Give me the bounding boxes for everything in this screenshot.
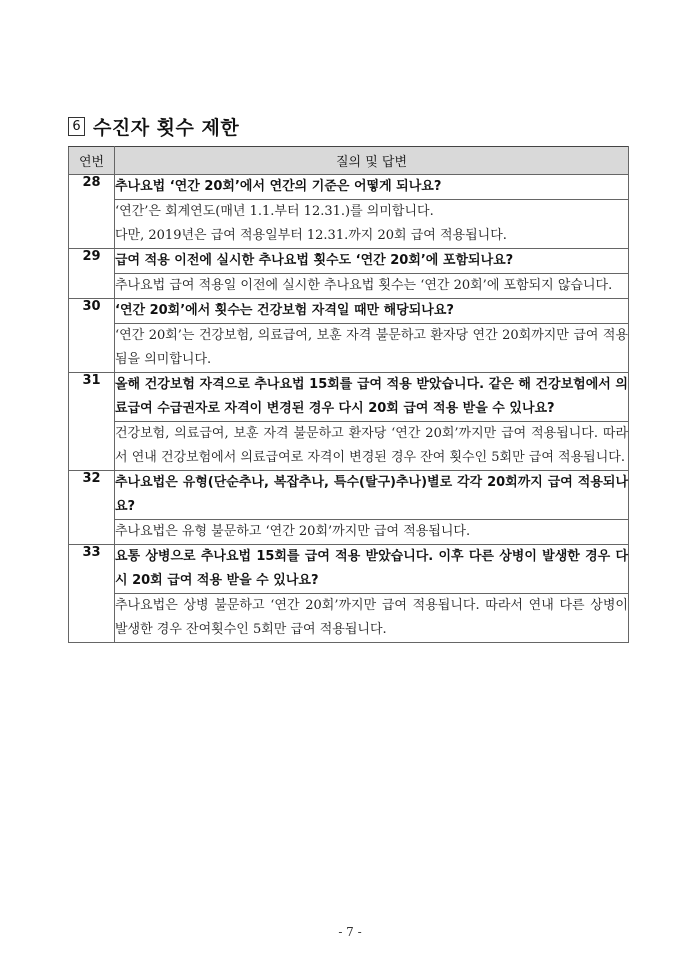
header-qa: 질의 및 답변 (115, 147, 629, 175)
answer-text (115, 422, 629, 471)
question-row (69, 299, 629, 324)
question-text: 올해 건강보험 자격으로 추나요법 15회를 급여 적용 받았습니다. 같은 해 건강보험에서 의료급여 수급권자로 자격이 변경된 경우 다시 20회 급여 적용 받을 수 있나요? (115, 373, 629, 422)
question-text: 요통 상병으로 추나요법 15회를 급여 적용 받았습니다. 이후 다른 상병이 발생한 경우 다시 20회 급여 적용 받을 수 있나요? (115, 545, 629, 594)
section-title: 수진자 횟수 제한 (93, 116, 240, 139)
answer-row (69, 274, 629, 299)
question-row (69, 249, 629, 274)
page-number: - 7 - (338, 925, 362, 939)
table-header-row (69, 147, 629, 175)
question-row (69, 175, 629, 200)
question-text: 급여 적용 이전에 실시한 추나요법 횟수도 ‘연간 20회’에 포함되나요? (115, 249, 629, 274)
answer-text (115, 200, 629, 249)
answer-line: ‘연간’은 회계연도(매년 1.1.부터 12.31.)를 의미합니다. (115, 204, 434, 219)
row-number: 29 (69, 249, 115, 299)
answer-row (69, 324, 629, 373)
question-text: 추나요법은 유형(단순추나, 복잡추나, 특수(탈구)추나)별로 각각 20회까지 급여 적용되나요? (115, 471, 629, 520)
answer-line: 추나요법은 상병 불문하고 ‘연간 20회’까지만 급여 적용됩니다. 따라서 연내 다른 상병이 발생한 경우 잔여횟수인 5회만 급여 적용됩니다. (115, 598, 628, 637)
answer-line: 추나요법은 유형 불문하고 ‘연간 20회’까지만 급여 적용됩니다. (115, 524, 471, 539)
row-number: 30 (69, 299, 115, 373)
header-num: 연번 (69, 147, 115, 175)
answer-line: 다만, 2019년은 급여 적용일부터 12.31.까지 20회 급여 적용됩니다. (115, 228, 507, 243)
question-text: 추나요법 ‘연간 20회’에서 연간의 기준은 어떻게 되나요? (115, 175, 629, 200)
row-number: 31 (69, 373, 115, 471)
answer-line: ‘연간 20회’는 건강보험, 의료급여, 보훈 자격 불문하고 환자당 연간 20회까지만 급여 적용됨을 의미합니다. (115, 328, 628, 367)
question-row (69, 373, 629, 422)
answer-text (115, 274, 629, 299)
faq-table (68, 146, 629, 643)
section-heading (68, 113, 239, 139)
answer-text (115, 324, 629, 373)
answer-line: 건강보험, 의료급여, 보훈 자격 불문하고 환자당 ‘연간 20회’까지만 급여 적용됩니다. 따라서 연내 건강보험에서 의료급여로 자격이 변경된 경우 잔여 횟수인 5회만 급여 적용됩니다. (115, 426, 628, 465)
answer-row (69, 520, 629, 545)
answer-text (115, 594, 629, 643)
row-number: 33 (69, 545, 115, 643)
row-number: 32 (69, 471, 115, 545)
question-row (69, 471, 629, 520)
question-text: ‘연간 20회’에서 횟수는 건강보험 자격일 때만 해당되나요? (115, 299, 629, 324)
question-row (69, 545, 629, 594)
row-number: 28 (69, 175, 115, 249)
section-number-box: 6 (68, 117, 85, 136)
answer-line: 추나요법 급여 적용일 이전에 실시한 추나요법 횟수는 ‘연간 20회’에 포함되지 않습니다. (115, 278, 613, 293)
answer-row (69, 422, 629, 471)
answer-row (69, 200, 629, 249)
answer-text (115, 520, 629, 545)
answer-row (69, 594, 629, 643)
